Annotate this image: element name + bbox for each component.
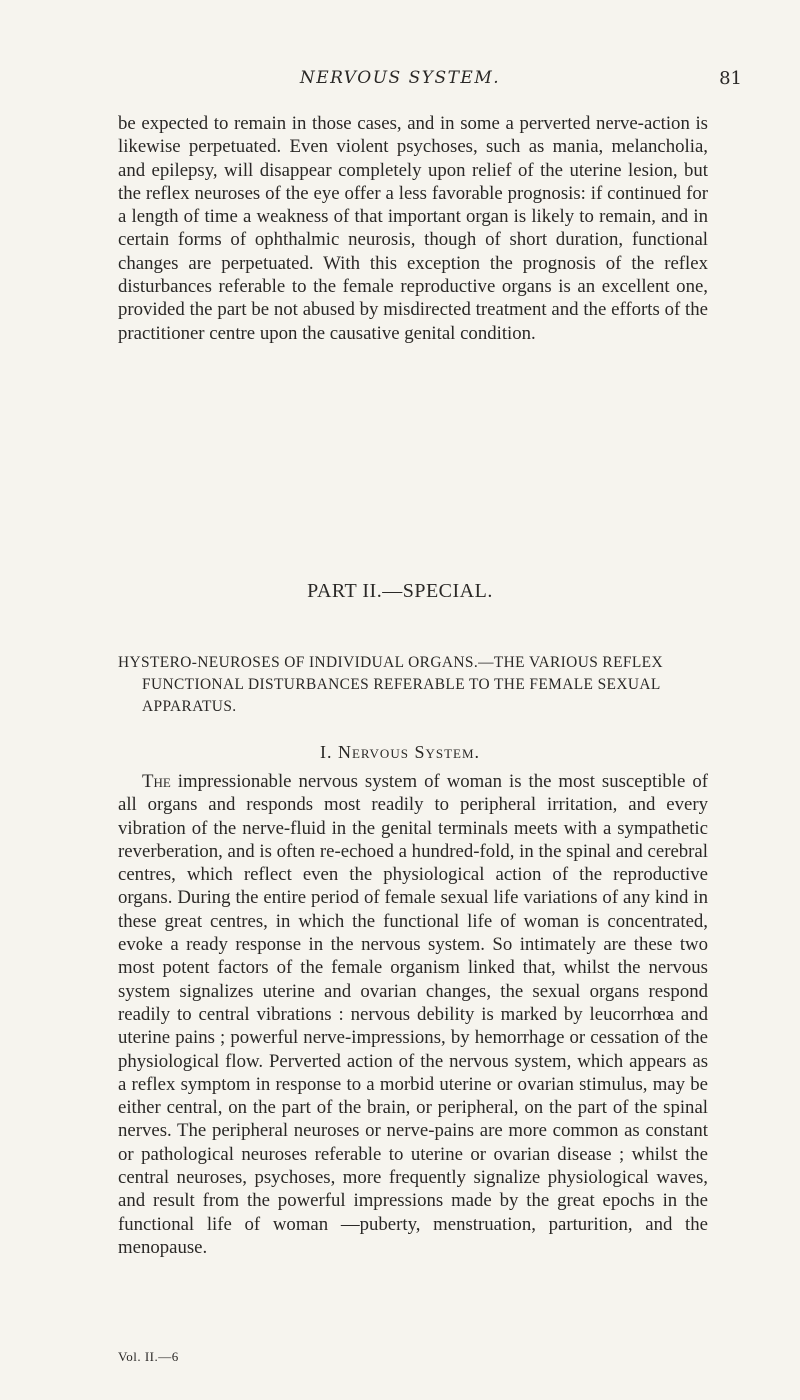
section-heading: I. Nervous System. <box>319 742 481 762</box>
page-number: 81 <box>719 68 742 89</box>
running-title: NERVOUS SYSTEM. <box>299 68 501 88</box>
signature-mark: Vol. II.—6 <box>118 1349 179 1364</box>
running-head <box>0 68 800 92</box>
opening-word: The <box>142 771 171 792</box>
body-paragraph <box>118 770 708 1259</box>
body-paragraph-text: impressionable nervous system of woman is the most susceptible of all organs and responds most readily to peripheral irritation, and every vibration of the nerve-fluid in the genital terminals meets with a sympathetic reverberation, and is often re-echoed a hundred-fold, in the spinal and cerebral centres, which reflect even the physiological action of the reproductive organs. During the entire period of female sexual life variations of any kind in these great centres, in which the functional life of woman is concentrated, evoke a ready response in the nervous system. So intimately are these two most potent factors of the female organism linked that, whilst the nervous system signalizes uterine and ovarian changes, the sexual organs respond readily to central vibrations : nervous debility is marked by leucorrhœa and uterine pains ; powerful nerve-impressions, by hemorrhage or cessation of the physiological flow. Perverted action of the nervous system, which appears as a reflex symptom in response to a morbid uterine or ovarian stimulus, may be either central, on the part of the brain, or peripheral, on the part of the spinal nerves. The peripheral neuroses or nerve-pains are more common as constant or pathological neuroses referable to uterine or ovarian disease ; whilst the central neuroses, psychoses, more frequently signalize physiological waves, and result from the powerful impressions made by the great epochs in the functional life of woman —puberty, menstruation, parturition, and the menopause. <box>118 771 708 1258</box>
body-paragraph-continued: be expected to remain in those cases, and in some a perverted nerve-action is likewise perpetuated. Even violent psychoses, such as mania, melancholia, and epilepsy, will disappear completely upon relief of the uterine lesion, but the reflex neuroses of the eye offer a less favorable prognosis: if continued for a length of time a weakness of that important organ is likely to remain, and in certain forms of ophthalmic neurosis, though of short duration, functional changes are perpetuated. With this exception the prognosis of the reflex disturbances referable to the female reproductive organs is an excellent one, provided the part be not abused by misdirected treatment and the efforts of the practitioner centre upon the causative genital condition. <box>118 113 708 344</box>
chapter-subheading: HYSTERO-NEUROSES OF INDIVIDUAL ORGANS.—THE VARIOUS REFLEX FUNCTIONAL DISTURBANCES REFERABLE TO THE FEMALE SEXUAL APPARATUS. <box>118 654 663 715</box>
part-heading: PART II.—SPECIAL. <box>307 580 493 602</box>
